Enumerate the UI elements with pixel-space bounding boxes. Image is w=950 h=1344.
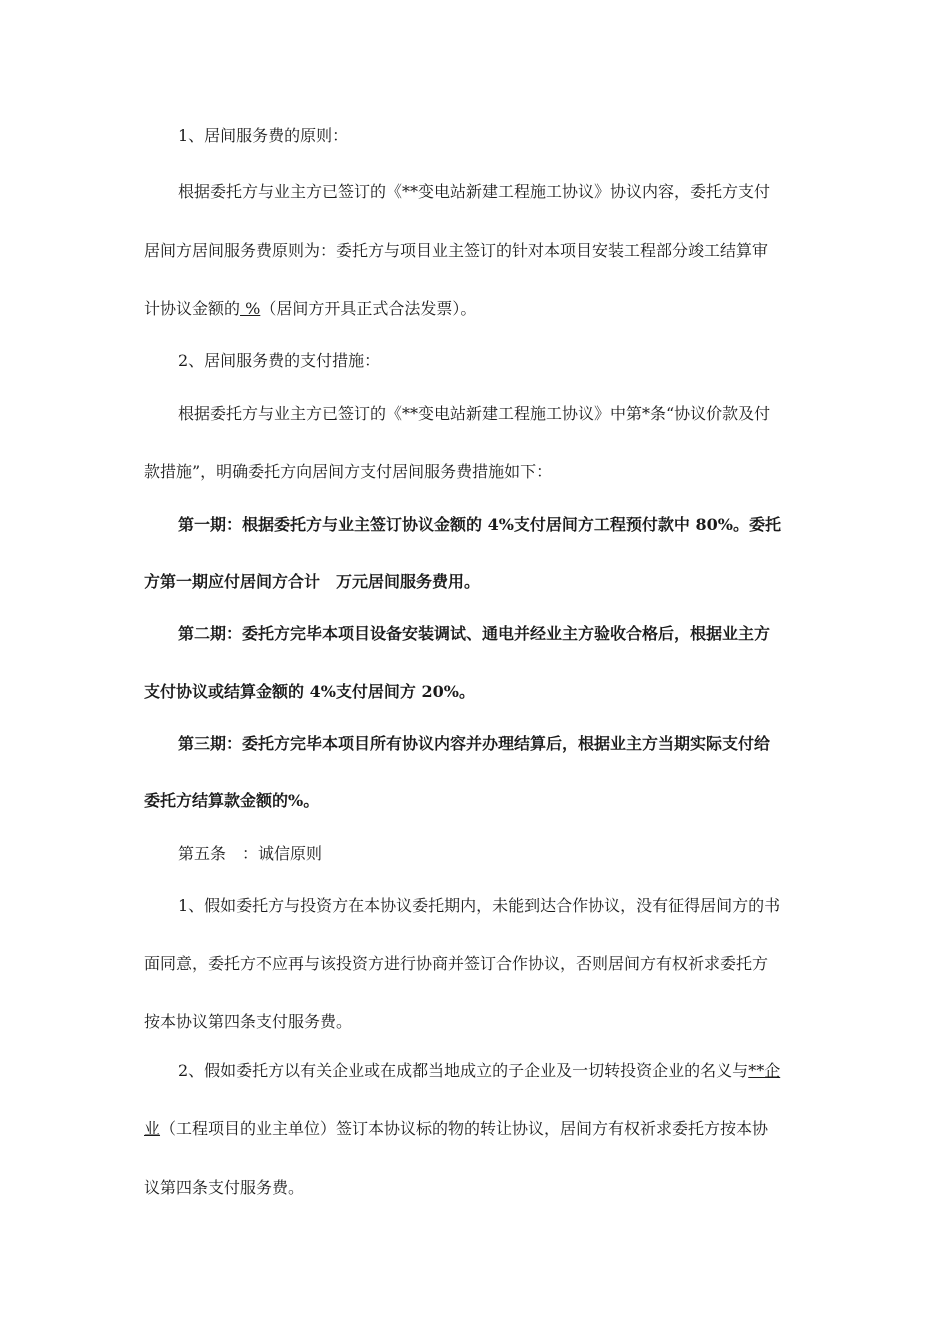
paragraph-line: 1、假如委托方与投资方在本协议委托期内，未能到达合作协议，没有征得居间方的书 [178, 896, 781, 915]
paragraph-line: 居间方居间服务费原则为：委托方与项目业主签订的针对本项目安装工程部分竣工结算审 [144, 241, 769, 260]
section-heading-payment-measures: 2、居间服务费的支付措施： [178, 351, 381, 370]
paragraph-line: 面同意，委托方不应再与该投资方进行协商并签订合作协议，否则居间方有权祈求委托方 [144, 954, 769, 973]
text-run: （工程项目的业主单位）签订本协议标的物的转让协议，居间方有权祈求委托方按本协 [160, 1119, 769, 1138]
text-run: （居间方开具正式合法发票）。 [260, 299, 477, 318]
phase-three-line: 委托方结算款金额的%。 [144, 791, 320, 810]
phase-three-line: 第三期：委托方完毕本项目所有协议内容并办理结算后，根据业主方当期实际支付给 [178, 734, 771, 753]
phase-one-line: 第一期：根据委托方与业主签订协议金额的 4%支付居间方工程预付款中 80%。委托 [178, 515, 781, 534]
paragraph-line [144, 298, 476, 320]
paragraph-line: 根据委托方与业主方已签订的《**变电站新建工程施工协议》中第*条“协议价款及付 [178, 404, 771, 423]
underlined-percent-blank: % [240, 299, 261, 318]
paragraph-line: 款措施”，明确委托方向居间方支付居间服务费措施如下： [144, 462, 553, 481]
section-heading-fee-principle: 1、居间服务费的原则： [178, 126, 349, 145]
phase-one-line: 方第一期应付居间方合计 万元居间服务费用。 [144, 572, 481, 591]
phase-two-line: 支付协议或结算金额的 4%支付居间方 20%。 [144, 682, 475, 701]
paragraph-line [178, 1060, 780, 1082]
text-run: 2、假如委托方以有关企业或在成都当地成立的子企业及一切转投资企业的名义与 [178, 1061, 749, 1080]
paragraph-line: 议第四条支付服务费。 [144, 1178, 305, 1197]
text-run: 计协议金额的 [144, 299, 241, 318]
article-heading-good-faith: 第五条 ：诚信原则 [178, 844, 323, 863]
paragraph-line: 按本协议第四条支付服务费。 [144, 1012, 353, 1031]
paragraph-line: 根据委托方与业主方已签订的《**变电站新建工程施工协议》协议内容，委托方支付 [178, 182, 771, 201]
phase-two-line: 第二期：委托方完毕本项目设备安装调试、通电并经业主方验收合格后，根据业主方 [178, 624, 771, 643]
paragraph-line [144, 1118, 768, 1140]
underlined-company-name: 业 [144, 1119, 161, 1138]
underlined-company-name: **企 [748, 1061, 781, 1080]
